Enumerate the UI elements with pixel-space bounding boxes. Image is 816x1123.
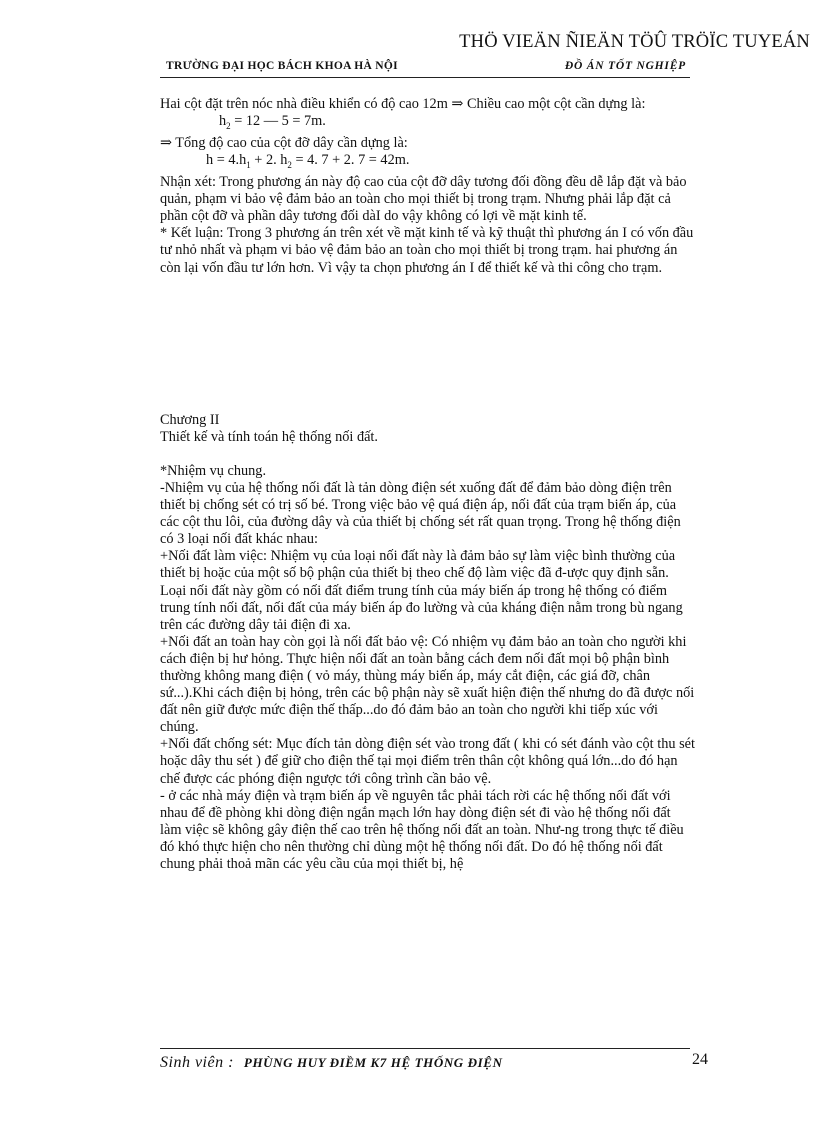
blank-space	[160, 277, 695, 412]
paragraph-lightning-grounding: +Nối đất chống sét: Mục đích tản dòng điện sét vào trong đất ( khi có sét đánh vào cột thu sét hoặc dây thu sét ) để giữ cho điện thế tại mọi điểm trên thân cột không quá lớn...do đó hạn chế được các phóng điện ngược tới công trình cần bảo vệ.	[160, 736, 695, 787]
footer-divider	[160, 1048, 690, 1049]
paragraph-grounding-task: -Nhiệm vụ của hệ thống nối đất là tản dòng điện sét xuống đất để đảm bảo dòng điện trên thiết bị chống sét có trị số bé. Trong việc bảo vệ quá điện áp, nối đất của trạm biến áp, của các cột thu lôi, của đường dây và của thiết bị chống sét rất quan trọng. Trong hệ thống điện có 3 loại nối đất khác nhau:	[160, 479, 681, 548]
project-title: ĐỒ ÁN TỐT NGHIỆP	[564, 60, 686, 72]
paragraph-total-height: ⇒ Tổng độ cao của cột đỡ dây cần dựng là:	[160, 135, 408, 152]
formula-h2: $h_2 = 12$ — 5 = 7m.	[219, 113, 326, 131]
page-footer	[160, 1054, 710, 1072]
section-heading: *Nhiệm vụ chung.	[160, 462, 267, 479]
page-number: 24	[692, 1051, 708, 1068]
page-body	[160, 96, 695, 873]
blank-line	[160, 446, 695, 463]
student-name: PHÙNG HUY ĐIỀM K7 HỆ THỐNG ĐIỆN	[243, 1055, 503, 1070]
chapter-title: Thiết kế và tính toán hệ thống nối đất.	[160, 428, 378, 445]
school-name: TRƯỜNG ĐẠI HỌC BÁCH KHOA HÀ NỘI	[166, 60, 398, 72]
paragraph-safety-grounding: +Nối đất an toàn hay còn gọi là nối đất bảo vệ: Có nhiệm vụ đảm bảo an toàn cho người khi cách điện bị hư hỏng. Thực hiện nối đất an toàn bằng cách đem nối đất mọi bộ phận bình thường không mang điện ( vỏ máy, thùng máy biến áp, máy cắt điện, các giá đỡ, chân sứ...).Khi cách điện bị hỏng, trên các bộ phận này sẽ xuất hiện điện thế nhưng do đã được nối đất nên giữ được mức điện thế thấp...do đó đảm bảo an toàn cho người khi tiếp xúc với chúng.	[160, 633, 695, 736]
chapter-number: Chương II	[160, 411, 220, 428]
paragraph-working-grounding: +Nối đất làm việc: Nhiệm vụ của loại nối đất này là đảm bảo sự làm việc bình thường của thiết bị hoặc của một số bộ phận của thiết bị theo chế độ làm việc đã đ-ược quy định sẵn. Loại nối đất này gồm có nối đất điểm trung tính của máy biến áp trong hệ thống có điểm trung tính nối đất, nối đất của máy biến áp đo lường và của kháng điện nằm trong bù ngang trên các đường dây tải điện đi xa.	[160, 548, 683, 633]
paragraph-remark: Nhận xét: Trong phương án này độ cao của cột đỡ dây tương đối đồng đều dễ lắp đặt và bảo quản, phạm vi bảo vệ đảm bảo an toàn cho mọi thiết bị trong trạm. Nhưng phải lắp đặt cả phần cột đỡ và phần dây tương đối dàI do vậy không có lợi về mặt kinh tế.	[160, 174, 687, 225]
student-label: Sinh viên :	[160, 1054, 234, 1071]
formula-h: $h = 4.h_1 + 2$. $h_2 = 4$. 7 + 2. 7 = 42m.	[206, 152, 410, 170]
page-header	[160, 55, 690, 78]
paragraph-conclusion: * Kết luận: Trong 3 phương án trên xét về mặt kinh tế và kỹ thuật thì phương án I có vốn đầu tư nhỏ nhất và phạm vi bảo vệ đảm bảo an toàn cho mọi thiết bị trong trạm. hai phương án còn lại vốn đầu tư lớn hơn. Vì vậy ta chọn phương án I để thiết kế và thi công cho trạm.	[160, 225, 694, 276]
paragraph-column-height: Hai cột đặt trên nóc nhà điều khiển có độ cao 12m ⇒ Chiều cao một cột cần dựng là:	[160, 96, 646, 112]
paragraph-separate-systems: - ở các nhà máy điện và trạm biến áp về nguyên tắc phải tách rời các hệ thống nối đất với nhau để đề phòng khi dòng điện ngắn mạch lớn hay dòng điện sét đi vào hệ thống nối đất làm việc sẽ không gây điện thế cao trên hệ thống nối đất an toàn. Như-ng trong thực tế điều đó khó thực hiện cho nên thường chỉ dùng một hệ thống nối đất. Do đó hệ thống nối đất chung phải thoả mãn các yêu cầu của mọi thiết bị, hệ	[160, 787, 684, 872]
watermark-text: THÖ VIEÄN ÑIEÄN TÖÛ TRÖÏC TUYEÁN	[459, 32, 810, 52]
